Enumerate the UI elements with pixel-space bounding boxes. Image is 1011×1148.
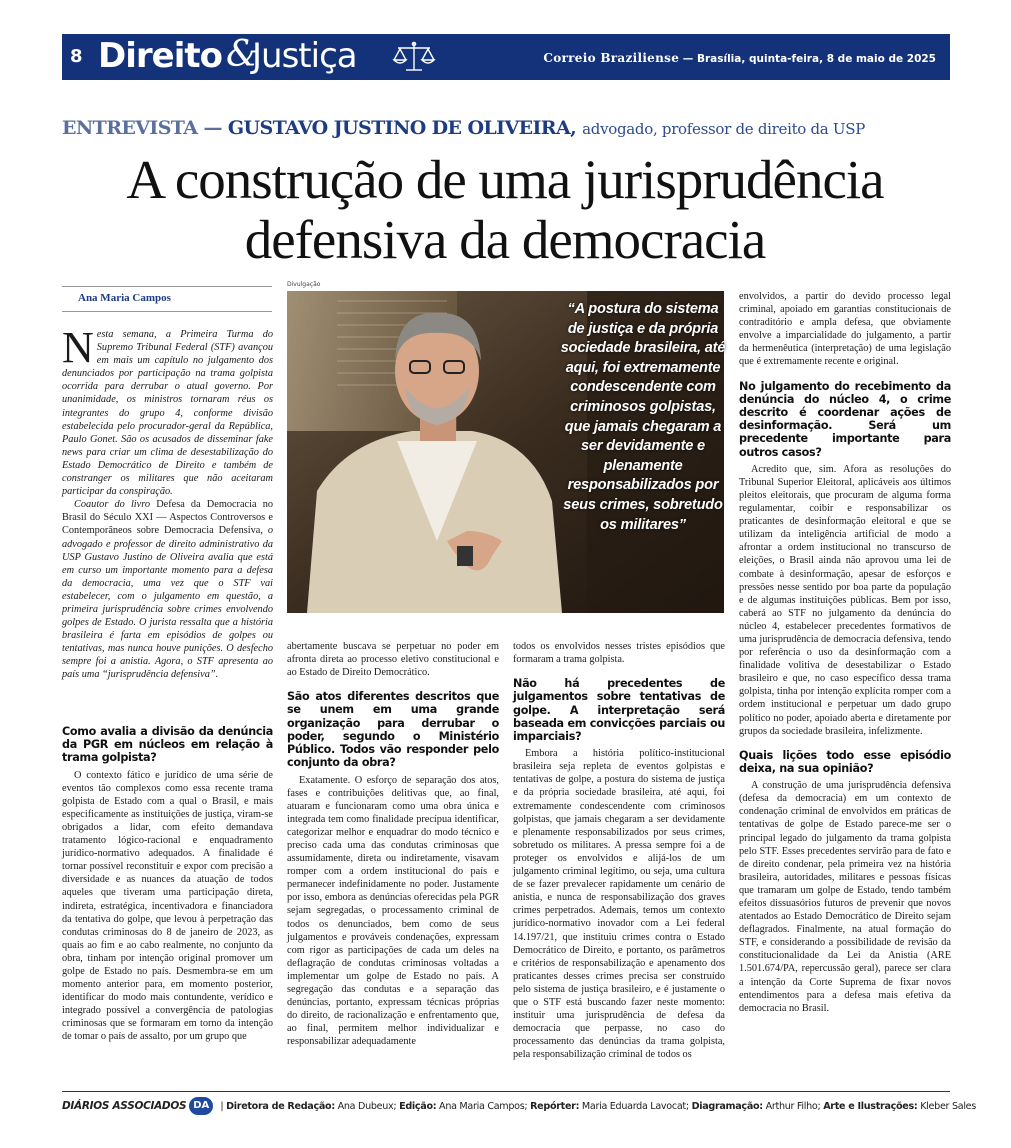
answer-3: Embora a história político-institucional brasileira seja repleta de eventos golpistas e tentativas de golpe, a postura do sistema de justiça e da própria sociedade brasileira, até aqui, foi extremamente condescendente com criminosos golpistas, que jamais chegaram a ser devidamente e plenamente responsabilizados por seus crimes, sobretudo os militares. A pressa sempre foi a de proteger os envolvidos e alijá-los de um julgamento criminal legítimo, ou seja, uma cultura de se fazer prevalecer rapidamente um cenário de anistia, e nunca de responsabilização dos graves crimes perpetrados. Ademais, temos um contexto jurídico-normativo inovador com a Lei federal 14.197/21, que instituiu crimes contra o Estado Democrático de Direito, e portanto, os parâmetros e critérios de responsabilização e apenamento dos praticantes desses crimes precisa ser construído pelo sistema de justiça brasileiro, e é justamente o que o STF está buscando fazer neste momento: instituir uma jurisprudência de defesa da democracia que perpasse, no caso do processamento das denúncias da trama golpista, pela responsabilização criminal de todos os	[513, 748, 725, 1061]
lead-paragraph-1: esta semana, a Primeira Turma do Supremo Tribunal Federal (STF) avançou em mais um capítulo no julgamento dos denunciados por participação na trama golpista ocorrida para derrubar o atual governo. Por unanimidade, os ministros tornaram réus os integrantes do grupo 4, conforme divisão estabelecida pelo procurador-geral da República, Paulo Gonet. São os acusados de disseminar fake news para criar um clima de desestabilização do Estado Democrático de Direito e também de constranger os militares que não aceitaram participar da conspiração.	[62, 329, 273, 498]
credit-label: Repórter:	[530, 1101, 580, 1112]
lead-intro	[62, 323, 274, 682]
kicker-label: ENTREVISTA —	[62, 117, 222, 139]
credit-label: Arte e Ilustrações:	[823, 1101, 918, 1112]
page-number: 8	[70, 46, 83, 67]
footer-divider	[62, 1091, 950, 1092]
diarios-associados-logo: DA	[189, 1097, 213, 1115]
credit-value: Maria Eduarda Lavocat;	[579, 1101, 692, 1112]
answer-4: Acredito que, sim. Afora as resoluções do Tribunal Superior Eleitoral, aplicáveis aos últimos pleitos eleitorais, que procuram de alguma forma regulamentar, coibir e responsabilizar os praticantes de desinformação eleitoral e que se utilizam da inteligência artificial de modo a afrontar a ordem institucional no transcurso de eleições, o Brasil ainda não aprovou uma lei de combate à desinformação, apesar de esforços e pressões nesse sentido por boa parte da população e de algumas instituições públicas. Bem por isso, caberá ao STF no julgamento da denúncia do núcleo 4, estabelecer precedentes formativos de uma jurisprudência de democracia defensiva, tendo por referência o uso da desinformação com a finalidade volitiva de desestabilizar o Estado brasileiro e que, no caso específico dessa trama golpista, tinha por intenção explícita romper com a ordem institucional e perpetuar um dado grupo político no poder, apoiado aberta e diretamente por grupos da sociedade brasileira, infelizmente.	[739, 463, 951, 737]
question-5: Quais lições todo esse episódio deixa, na sua opinião?	[739, 748, 951, 775]
answer-2-continued: todos os envolvidos nesses tristes episódios que formaram a trama golpista.	[513, 641, 725, 666]
book-title: Defesa da Democracia no Brasil do Século XXI — Aspectos Controversos e Contemporâneos sobre Democracia Defensiva	[62, 499, 274, 537]
lead-p2-start: Coautor do livro	[74, 499, 151, 511]
credit-value: Ana Maria Campos;	[436, 1101, 531, 1112]
headline-line-2: defensiva da democracia	[244, 209, 766, 270]
credit-value: Ana Dubeux;	[334, 1101, 400, 1112]
byline: Ana Maria Campos	[62, 286, 272, 312]
answer-2: Exatamente. O esforço de separação dos atos, fases e contribuições delitivas que, ao final, atuaram e funcionaram como uma obra única e integrada tem como finalidade precípua identificar, categorizar melhor e enquadrar do modo técnico e preciso cada uma das condutas criminosas que assumidamente, direta ou indiretamente, visavam romper com a ordem institucional do país e permanecer indefinidamente no poder. Justamente por isso, embora as denúncias oferecidas pela PGR sejam segregadas, o processamento criminal de todos os denunciados, bem como de seus julgamentos e prováveis condenações, expressam com rigor as participações de cada um deles na deflagração de condutas criminosas voltadas a implementar um golpe de Estado no país. A segregação das condutas e a separação das denúncias, portanto, expressam técnicas próprias do direito, de racionalização e enfrentamento que, ao final, permitem melhor individualizar e responsabilizar adequadamente	[287, 774, 499, 1048]
pull-quote: “A postura do sistema de justiça e da própria sociedade brasileira, até aqui, foi extremamente condescendente com criminosos golpistas, que jamais chegaram a ser devidamente e plenamente responsabilizados por seus crimes, sobretudo os militares”	[560, 301, 726, 533]
question-2: São atos diferentes descritos que se unem em uma grande organização para derrubar o poder, segundo o Ministério Público. Todos vão responder pelo conjunto da obra?	[287, 690, 499, 770]
answer-5: A construção de uma jurisprudência defensiva (defesa da democracia) em um contexto de condenação criminal de envolvidos em práticas de tentativas de golpe de Estado parece-me ser o principal legado do julgamento da trama golpista pelo STF. Esses precedentes servirão para de fato e de direito condenar, pela primeira vez na história brasileira, autoridades, militares e pessoas físicas que tramaram um golpe de Estado, tendo também efeitos dissuasórios futuros de prevenir que novos atentados ao Estado Democrático de Direito sejam deflagrados. Finalmente, na atual formação do STF, e considerando a possibilidade de revisão da constitucionalidade da Lei da Anistia (ARE 1.501.674/PA, repercussão geral), parece ser clara a intenção da Corte Suprema de fixar novos entendimentos para a defesa mais efetiva da democracia no Brasil.	[739, 780, 951, 1014]
credit-label: Edição:	[399, 1101, 437, 1112]
interview-kicker	[62, 117, 962, 139]
article-column-4	[739, 290, 951, 1015]
answer-1-continued: abertamente buscava se perpetuar no poder em afronta direta ao processo eletivo constitucional e ao Estado de Direito Democrático.	[287, 641, 499, 679]
credit-label: Diretora de Redação:	[226, 1101, 335, 1112]
credit-value: Kleber Sales	[917, 1101, 976, 1112]
article-column-1	[62, 725, 273, 1044]
staff-credits: | Diretora de Redação: Ana Dubeux; Edição: Ana Maria Campos; Repórter: Maria Eduarda Lavocat; Diagramação: Arthur Filho; Arte e Ilustrações: Kleber Sales	[220, 1101, 976, 1112]
publication-name: Correio Braziliense	[543, 51, 680, 65]
answer-1: O contexto fático e jurídico de uma série de eventos tão complexos como essa recente trama golpista de Estado com a qual o Brasil, e mais especificamente as instituições de justiça, viram-se obrigados a lidar, com efeito demandava tratamento lógico-racional e enquadramento jurídico-normativo adequados. A finalidade é tornar possível reconstituir e expor com precisão a diversidade e as nuances da atuação de todos aqueles que tiveram uma participação direta, indireta, estratégica, incentivadora e financiadora da tentativa do golpe, que levou à perpetração das condutas criminosas do 8 de janeiro de 2023, as quais ao fim e ao cabo realmente, no conjunto da obra, tinham por intenção original promover um golpe de Estado no país. Desmembra-se em um momento anterior para, em momento posterior, identificar do modo mais contundente, verídico e integrado possível a convergência de patologias criminosas que se formaram em torno da intenção de tomar o país de assalto, por um grupo que	[62, 769, 273, 1043]
question-4: No julgamento do recebimento da denúncia do núcleo 4, o crime descrito é coordenar ações de desinformação. Será um precedente importante para outros casos?	[739, 379, 951, 459]
article-column-3	[513, 640, 725, 1061]
section-title: Direito	[98, 36, 222, 76]
interviewee-description: advogado, professor de direito da USP	[582, 120, 866, 138]
section-title-2: Justiça	[252, 36, 357, 76]
photo-credit: Divulgação	[287, 281, 321, 288]
answer-3-continued: envolvidos, a partir do devido processo legal criminal, apoiado em garantias constitucionais de contraditório e ampla defesa, que obviamente envolve a imparcialidade do julgamento, a partir da hermenêutica (interpretação) de uma legislação que é extremamente recente e original.	[739, 291, 951, 368]
publisher-brand: DIÁRIOS ASSOCIADOS	[62, 1100, 187, 1112]
headline	[20, 150, 990, 270]
credit-label: Diagramação:	[691, 1101, 763, 1112]
credit-value: Arthur Filho;	[762, 1101, 824, 1112]
drop-cap: N	[62, 323, 94, 372]
lead-p2-rest: , o advogado e professor de direito administrativo da USP Gustavo Justino de Oliveira avalia que está em curso um importante momento para a defesa da democracia, uma vez que o STF vai estabelecer, com o julgamento em questão, a primeira jurisprudência sobre crimes envolvendo golpes de Estado. O jurista ressalta que a história brasileira é farta em episódios de golpes ou tentativas, mas nunca houve punições. O desfecho sempre foi a anistia. Agora, o STF apresenta ao país uma “jurisprudência defensiva”.	[62, 525, 273, 681]
credits-footer	[62, 1097, 976, 1117]
question-1: Como avalia a divisão da denúncia da PGR em núcleos em relação à trama golpista?	[62, 725, 273, 765]
dateline	[543, 51, 936, 65]
headline-line-1: A construção de uma jurisprudência	[126, 149, 884, 210]
interviewee-name: GUSTAVO JUSTINO DE OLIVEIRA,	[227, 117, 577, 139]
date-text: — Brasília, quinta-feira, 8 de maio de 2025	[679, 53, 936, 65]
section-ampersand: &	[226, 34, 259, 75]
question-3: Não há precedentes de julgamentos sobre tentativas de golpe. A interpretação será baseada em convicções parciais ou imparciais?	[513, 677, 725, 743]
scales-of-justice-icon	[392, 40, 436, 74]
article-column-2	[287, 640, 499, 1048]
section-masthead	[62, 34, 950, 80]
